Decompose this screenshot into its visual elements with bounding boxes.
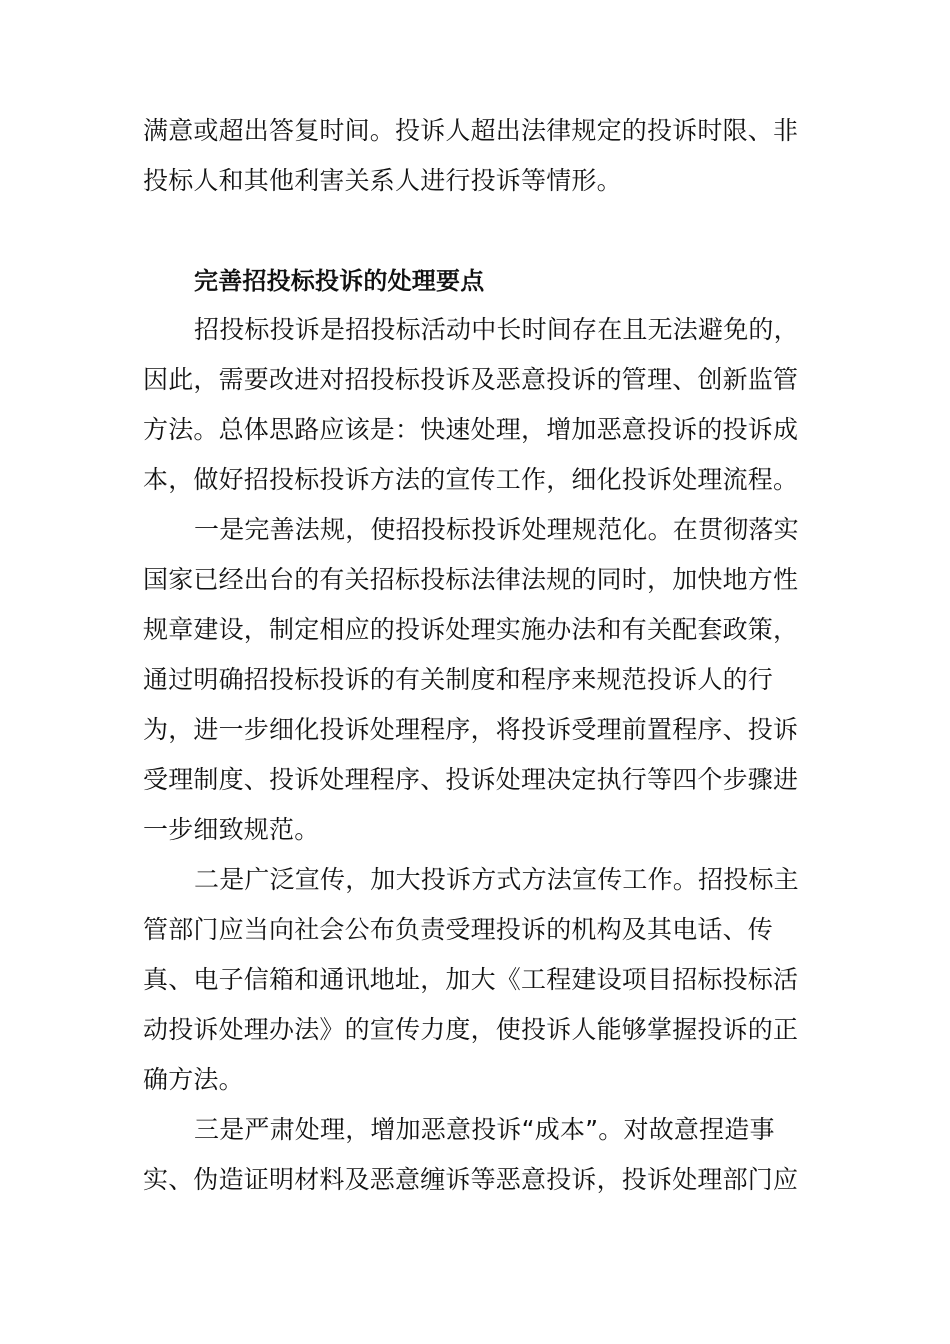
paragraph-2-line-3: 规章建设，制定相应的投诉处理实施办法和有关配套政策， xyxy=(143,615,799,644)
paragraph-3-line-1: 二是广泛宣传，加大投诉方式方法宣传工作。招投标主 xyxy=(194,865,799,894)
intro-line-1: 满意或超出答复时间。投诉人超出法律规定的投诉时限、非 xyxy=(143,116,799,145)
paragraph-4-line-2: 实、伪造证明材料及恶意缠诉等恶意投诉，投诉处理部门应 xyxy=(143,1165,799,1194)
paragraph-2-line-2: 国家已经出台的有关招标投标法律法规的同时，加快地方性 xyxy=(143,565,799,594)
paragraph-3-line-2: 管部门应当向社会公布负责受理投诉的机构及其电话、传 xyxy=(143,915,774,944)
paragraph-3-line-4: 动投诉处理办法》的宣传力度，使投诉人能够掌握投诉的正 xyxy=(143,1015,799,1044)
paragraph-2-line-7: 一步细致规范。 xyxy=(143,815,320,844)
paragraph-3-line-5: 确方法。 xyxy=(143,1065,244,1094)
paragraph-1-line-3: 方法。总体思路应该是：快速处理，增加恶意投诉的投诉成 xyxy=(143,415,799,444)
paragraph-1-line-1: 招投标投诉是招投标活动中长时间存在且无法避免的， xyxy=(194,315,799,344)
paragraph-2-line-6: 受理制度、投诉处理程序、投诉处理决定执行等四个步骤进 xyxy=(143,765,799,794)
paragraph-1-line-4: 本，做好招投标投诉方法的宣传工作，细化投诉处理流程。 xyxy=(143,465,799,494)
paragraph-1-line-2: 因此，需要改进对招投标投诉及恶意投诉的管理、创新监管 xyxy=(143,365,799,394)
paragraph-4-line-1: 三是严肃处理，增加恶意投诉“成本”。对故意捏造事 xyxy=(194,1115,775,1144)
paragraph-2-line-1: 一是完善法规，使招投标投诉处理规范化。在贯彻落实 xyxy=(194,515,799,544)
paragraph-2-line-4: 通过明确招投标投诉的有关制度和程序来规范投诉人的行 xyxy=(143,665,774,694)
paragraph-2-line-5: 为，进一步细化投诉处理程序，将投诉受理前置程序、投诉 xyxy=(143,715,799,744)
intro-line-2: 投标人和其他利害关系人进行投诉等情形。 xyxy=(143,166,622,195)
paragraph-3-line-3: 真、电子信箱和通讯地址，加大《工程建设项目招标投标活 xyxy=(143,965,799,994)
section-heading: 完善招投标投诉的处理要点 xyxy=(194,267,485,295)
